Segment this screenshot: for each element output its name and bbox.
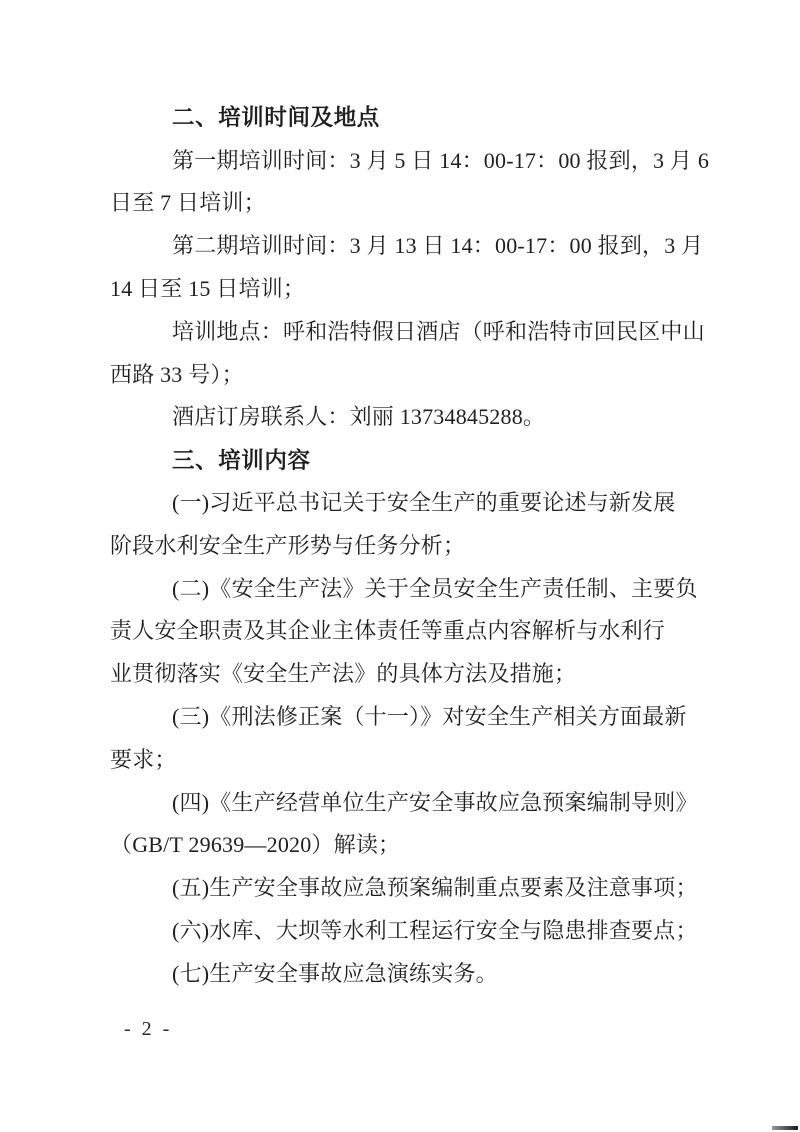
document-body: [110, 95, 710, 994]
text-line: (五)生产安全事故应急预案编制重点要素及注意事项；: [172, 875, 698, 901]
page-number: - 2 -: [124, 1018, 173, 1040]
scan-artifact-mark: [772, 1126, 798, 1130]
text-line: 第一期培训时间：3 月 5 日 14：00-17：00 报到，3 月 6: [172, 147, 710, 173]
text-line: (七)生产安全事故应急演练实务。: [172, 960, 498, 986]
text-line: 14 日至 15 日培训；: [110, 276, 306, 302]
text-line: 第二期培训时间：3 月 13 日 14：00-17：00 报到，3 月: [172, 233, 704, 259]
text-line: (一)习近平总书记关于安全生产的重要论述与新发展: [172, 490, 676, 516]
section-heading-training-time-location: 二、培训时间及地点: [172, 105, 380, 131]
text-line: (四)《生产经营单位生产安全事故应急预案编制导则》: [172, 789, 698, 815]
text-line: (六)水库、大坝等水利工程运行安全与隐患排查要点；: [172, 918, 698, 944]
section-heading-training-content: 三、培训内容: [172, 447, 311, 473]
text-line: (二)《安全生产法》关于全员安全生产责任制、主要负: [172, 575, 698, 601]
text-line: 日至 7 日培训；: [110, 190, 266, 216]
text-line: 业贯彻落实《安全生产法》的具体方法及措施；: [110, 661, 577, 687]
text-line: 西路 33 号）；: [110, 361, 244, 387]
text-line: 阶段水利安全生产形势与任务分析；: [110, 532, 466, 558]
text-line: 酒店订房联系人：刘丽 13734845288。: [172, 404, 546, 430]
text-line: 要求；: [110, 746, 177, 772]
text-line: （GB/T 29639—2020）解读；: [110, 832, 401, 858]
text-line: 责人安全职责及其企业主体责任等重点内容解析与水利行: [110, 618, 666, 644]
text-line: (三)《刑法修正案（十一）》对安全生产相关方面最新: [172, 704, 687, 730]
text-line: 培训地点：呼和浩特假日酒店（呼和浩特市回民区中山: [172, 318, 705, 344]
